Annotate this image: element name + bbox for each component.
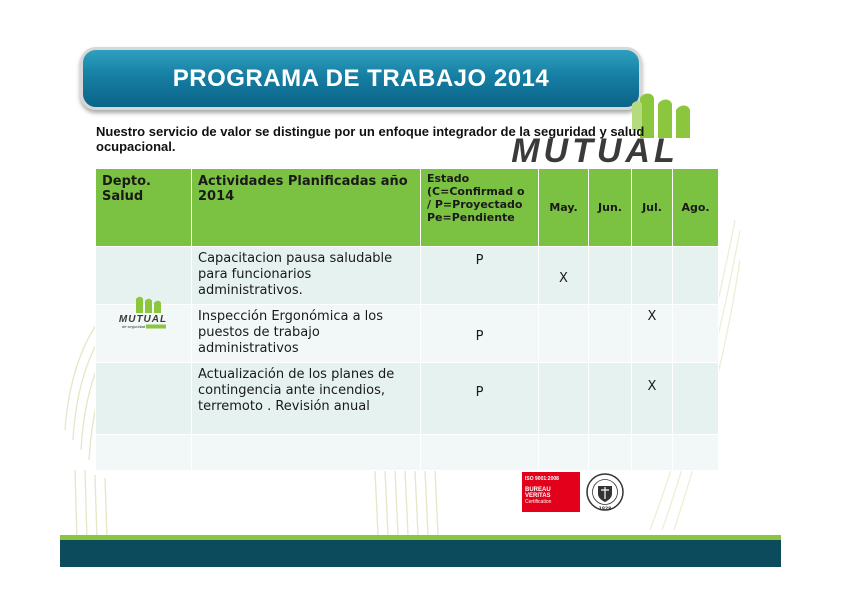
header-jul: Jul.: [632, 169, 673, 247]
cell-ago: [673, 435, 719, 471]
cell-jul: [632, 247, 673, 305]
cell-estado: P: [421, 247, 539, 305]
cell-ago: [673, 363, 719, 435]
cell-estado: P: [421, 305, 539, 363]
cell-jun: [589, 247, 632, 305]
cell-actividad: [192, 435, 421, 471]
decorative-lines-bottom: [370, 470, 460, 535]
cell-jul: [632, 435, 673, 471]
cell-may: [539, 435, 589, 471]
mutual-small-logo: [108, 295, 178, 329]
cell-actividad: Inspección Ergonómica a los puestos de trabajo administrativos: [192, 305, 421, 363]
table-row: [96, 247, 719, 305]
seal-year: 1828: [598, 507, 612, 512]
cell-estado: [421, 435, 539, 471]
cell-actividad: Capacitacion pausa saludable para funcionarios administrativos.: [192, 247, 421, 305]
page-title: PROGRAMA DE TRABAJO 2014: [172, 64, 550, 92]
cell-jun: [589, 305, 632, 363]
bureau-veritas-seal-icon: [580, 472, 630, 512]
cell-jul: X: [632, 305, 673, 363]
header-may: May.: [539, 169, 589, 247]
cert-certification: Certification: [525, 499, 552, 505]
cell-jul: X: [632, 363, 673, 435]
cell-may: X: [539, 247, 589, 305]
certification-badge: [522, 472, 630, 512]
cell-actividad: Actualización de los planes de contingencia ante incendios, terremoto . Revisión anual: [192, 363, 421, 435]
table-row: [96, 435, 719, 471]
cert-bureau: BUREAU VERITAS: [525, 487, 551, 499]
header-estado: Estado (C=Confirmad o / P=Proyectado Pe=Pendiente: [421, 169, 539, 247]
cell-may: [539, 305, 589, 363]
cell-estado: P: [421, 363, 539, 435]
header-depto: Depto. Salud: [96, 169, 192, 247]
cell-ago: [673, 247, 719, 305]
header-ago: Ago.: [673, 169, 719, 247]
cell-jun: [589, 435, 632, 471]
cell-depto: [96, 435, 192, 471]
footer-bar: [60, 540, 781, 567]
small-logo-wordmark: MUTUAL: [118, 314, 168, 325]
header-actividades: Actividades Planificadas año 2014: [192, 169, 421, 247]
header-jun: Jun.: [589, 169, 632, 247]
cell-may: [539, 363, 589, 435]
table-row: [96, 305, 719, 363]
table-row: [96, 363, 719, 435]
small-logo-tagline: de seguridad: [122, 324, 146, 329]
work-program-table: [95, 168, 719, 471]
cell-jun: [589, 363, 632, 435]
cert-iso: ISO 9001:2008: [525, 476, 559, 482]
logo-leaf-icon: [136, 297, 161, 313]
cell-depto: [96, 363, 192, 435]
subtitle: Nuestro servicio de valor se distingue por un enfoque integrador de la seguridad y salud ocupacional.: [96, 124, 645, 154]
table-header-row: [96, 169, 719, 247]
certification-label: [522, 472, 580, 512]
logo-wordmark: MUTUAL: [511, 132, 679, 168]
cell-ago: [673, 305, 719, 363]
